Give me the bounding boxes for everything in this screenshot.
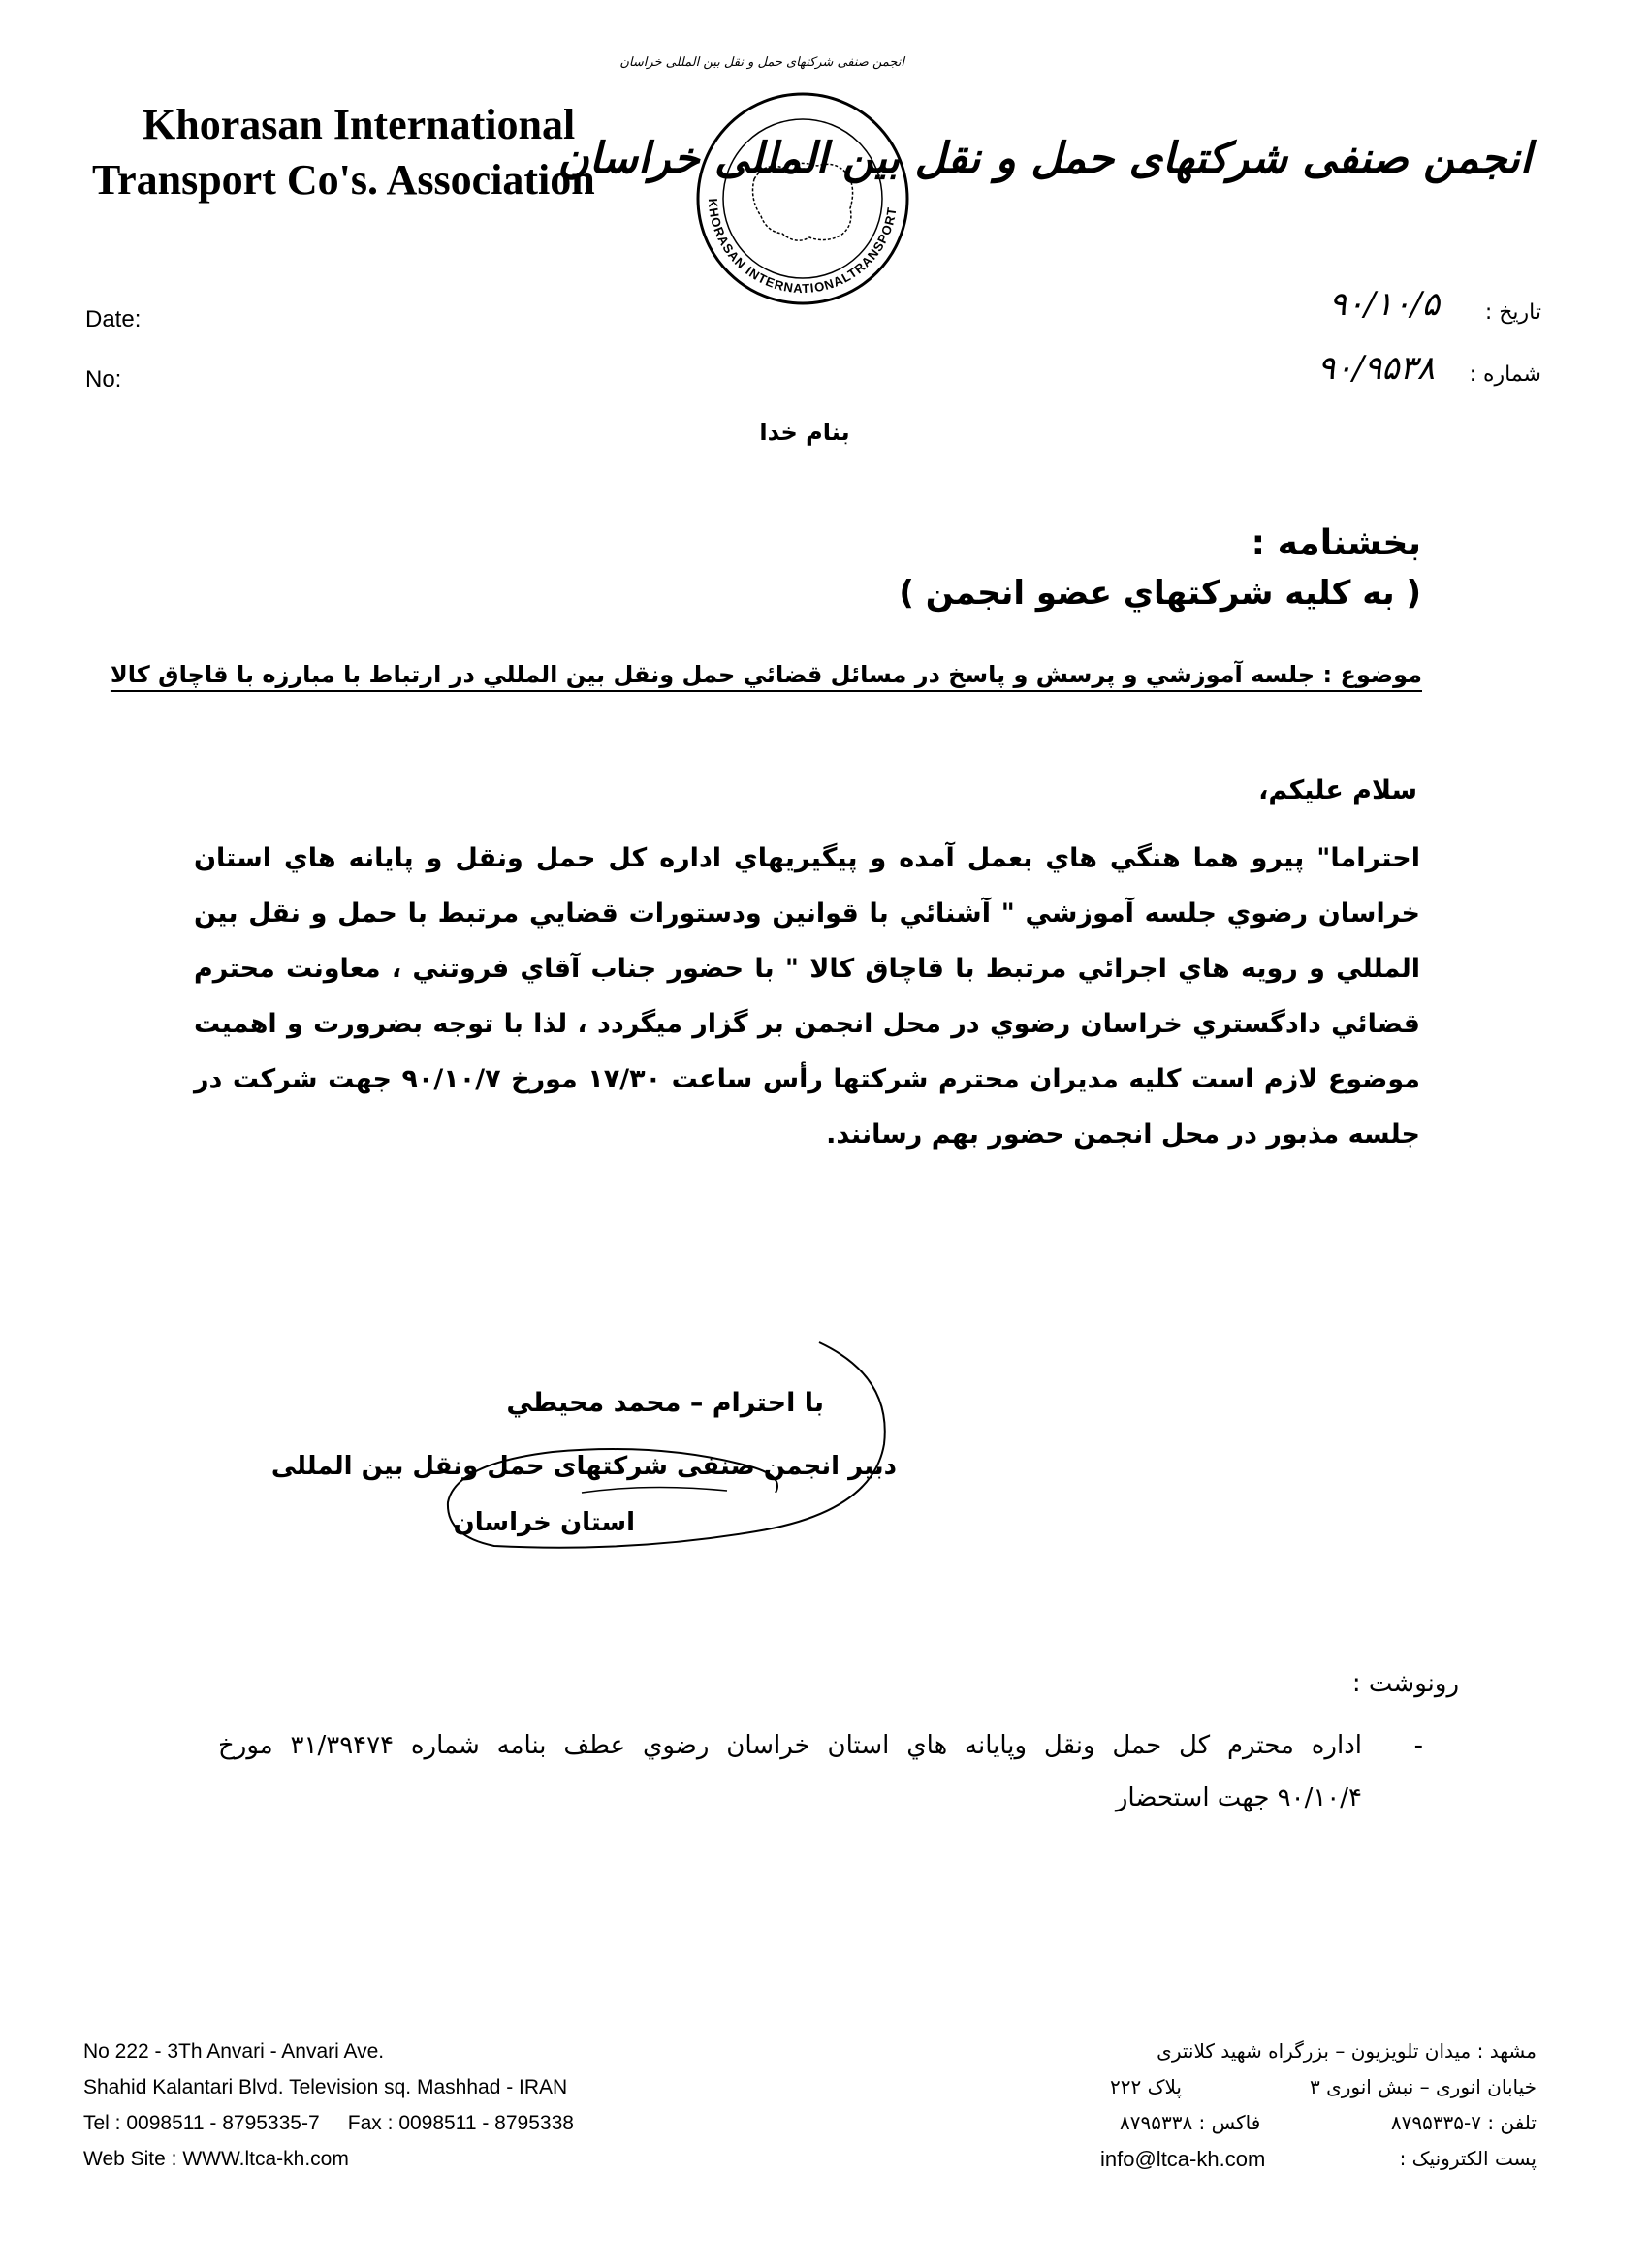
signature-position-line2: استان خراسان [453,1508,635,1537]
invocation: بنام خدا [759,419,850,446]
footer-email[interactable]: info@ltca-kh.com [1100,2147,1266,2171]
org-name-en [92,97,635,207]
signature-regards: با احترام – محمد محيطي [506,1388,824,1418]
association-seal-logo [619,53,943,334]
cc-label: رونوشت : [1351,1669,1459,1698]
footer-fa-row4 [1032,2141,1537,2177]
cc-line1: اداره محترم کل حمل ونقل وپايانه هاي استان خراسان رضوي عطف بنامه شماره ۳۱/۳۹۴۷۴ مورخ [218,1731,1362,1760]
seal-top-text: انجمن صنفی شرکتهای حمل و نقل بین المللی خراسان [619,55,904,70]
footer-en-line1: No 222 - 3Th Anvari - Anvari Ave. [83,2040,385,2063]
number-label-fa: شماره : [1469,362,1541,387]
footer-en-line4: Web Site : WWW.ltca-kh.com [83,2148,349,2170]
org-name-en-line1: Khorasan International [143,101,576,148]
greeting: سلام عليکم، [1258,775,1417,805]
footer-fa-row3 [1032,2105,1537,2141]
footer-en-line3: Tel : 0098511 - 8795335-7 Fax : 0098511 - 8795338 [83,2112,574,2134]
footer-fa-email-label: پست الکترونيک : [1399,2147,1537,2170]
footer-fa-plate: پلاک ۲۲۲ [1110,2075,1182,2098]
org-name-en-line2: Transport Co's. Association [92,156,595,205]
seal-ring-text [619,53,943,334]
date-label-en: Date: [85,306,142,332]
footer-en-line2: Shahid Kalantari Blvd. Television sq. Mashhad - IRAN [83,2076,568,2098]
footer-fa-fax: فاکس : ۸۷۹۵۳۳۸ [1120,2111,1261,2134]
footer-address-fa [1032,2033,1537,2177]
no-label-en: No: [85,366,122,393]
footer-address-en [83,2033,704,2177]
svg-text:KHORASAN INTERNATIONALTRANSPOR: KHORASAN INTERNATIONALTRANSPORT [705,198,900,297]
footer-fa-row2 [1032,2069,1537,2105]
body-paragraph: احتراما" پيرو هما هنگي هاي بعمل آمده و پيگيريهاي اداره کل حمل ونقل و پايانه هاي استان خراسان رضوي جلسه آموزشي " آشنائي با قوانين ودستورات قضايي مرتبط با حمل و نقل بين المللي و رويه هاي اجرائي مرتبط با قاچاق کالا " با حضور جناب آقاي فروتني ، معاونت محترم قضائي دادگستري خراسان رضوي در محل انجمن بر گزار ميگردد ، لذا با توجه بضرورت و اهميت موضوع لازم است کليه مديران محترم شرکتها رأس ساعت ۱۷/۳۰ مورخ ۹۰/۱۰/۷ جهت شرکت در جلسه مذبور در محل انجمن حضور بهم رسانند. [194,843,1420,1150]
date-value: ۹۰/۱۰/۵ [1328,285,1440,324]
footer-fa-address2: خيابان انوری – نبش انوری ۳ [1309,2075,1537,2098]
cc-bullet: - [1413,1731,1423,1760]
date-label-fa: تاریخ : [1484,300,1541,325]
footer-fa-phone: تلفن : ۷-۸۷۹۵۳۳۵ [1390,2111,1537,2134]
circular-recipients: ( به کليه شرکتهاي عضو انجمن ) [899,574,1421,613]
circular-title: بخشنامه : [1251,523,1421,563]
number-value: ۹۰/۹۵۳۸ [1316,349,1435,388]
signature-position-line1: دبير انجمن صنفی شرکتهای حمل ونقل بين المللی [270,1452,897,1481]
org-name-fa: انجمن صنفی شرکتهای حمل و نقل بین المللی خراسان [557,134,1532,183]
circular-subject: موضوع : جلسه آموزشي و پرسش و پاسخ در مسائل قضائي حمل ونقل بين المللي در ارتباط با مبارزه با قاچاق کالا [110,661,1422,688]
footer-fa-address1: مشهد : ميدان تلويزيون – بزرگراه شهيد کلانتری [1157,2039,1537,2063]
cc-line2: ۹۰/۱۰/۴ جهت استحضار [1115,1783,1362,1812]
